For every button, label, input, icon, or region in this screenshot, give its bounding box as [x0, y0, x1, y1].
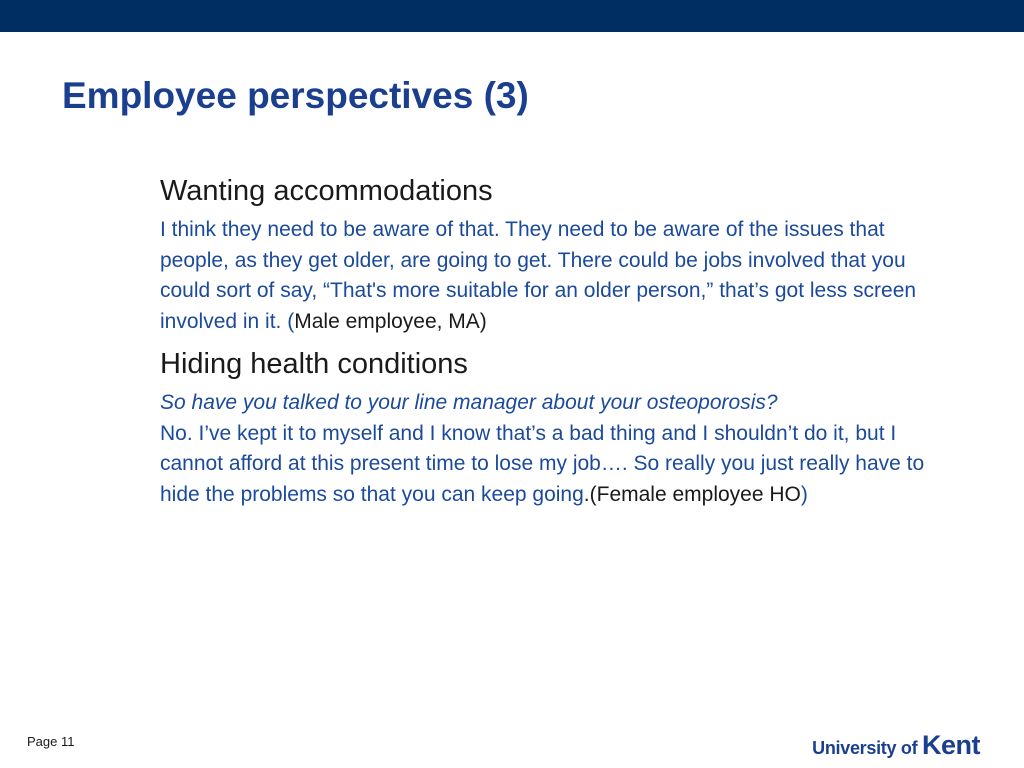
quote-health — [160, 388, 940, 510]
logo-prefix: University of — [812, 738, 922, 758]
top-banner — [0, 0, 1024, 32]
interview-question: So have you talked to your line manager about your osteoporosis? — [160, 391, 778, 414]
section-heading-accommodations: Wanting accommodations — [160, 175, 493, 207]
section-heading-health: Hiding health conditions — [160, 348, 468, 380]
page-title: Employee perspectives (3) — [62, 75, 529, 116]
university-logo — [812, 730, 980, 761]
quote-attribution: .(Female employee HO — [583, 482, 801, 506]
quote-closing: ) — [800, 482, 808, 506]
slide-content — [160, 172, 940, 510]
logo-name: Kent — [922, 730, 980, 760]
quote-text: I think they need to be aware of that. They need to be aware of the issues that people, as they get older, are going to get. There could be jobs involved that you could sort of say, “That's more suitable for an older person,” that’s got less screen involved in it. ( — [160, 218, 917, 333]
quote-attribution: Male employee, MA) — [294, 309, 487, 333]
page-number: Page 11 — [27, 734, 75, 749]
quote-accommodations — [160, 215, 940, 337]
interview-answer: No. I’ve kept it to myself and I know that’s a bad thing and I shouldn’t do it, but I cannot afford at this present time to lose my job…. So really you just really have to hide the problems so that you can keep going — [160, 421, 925, 506]
